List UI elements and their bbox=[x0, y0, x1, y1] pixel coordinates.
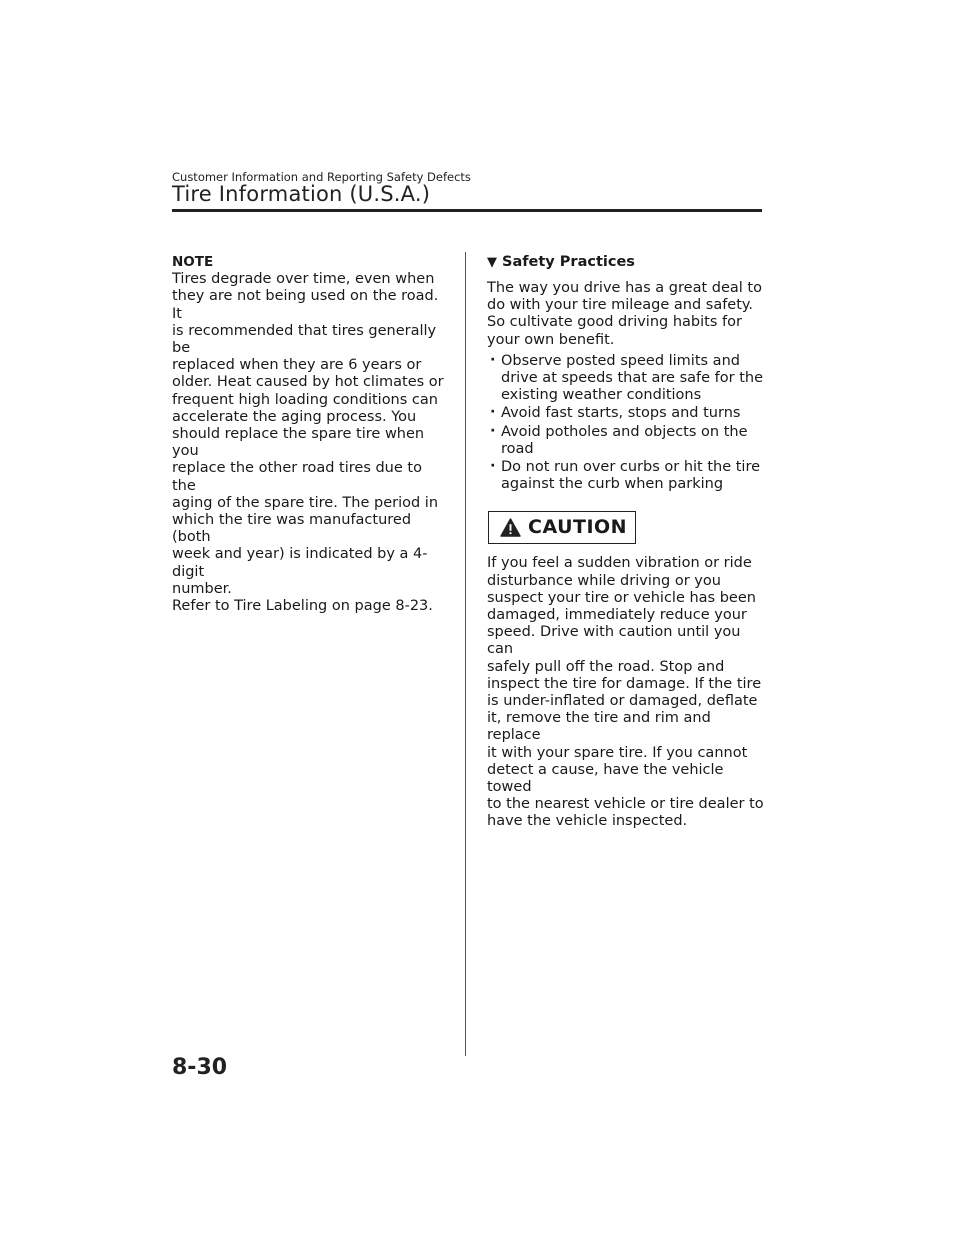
section-title: Customer Information and Reporting Safety Defects bbox=[172, 170, 471, 184]
note-label: NOTE bbox=[172, 254, 214, 270]
left-column bbox=[172, 254, 447, 615]
bullet-list bbox=[487, 353, 767, 494]
list-item-text: Avoid fast starts, stops and turns bbox=[501, 405, 741, 422]
page-number: 8-30 bbox=[172, 1055, 228, 1080]
list-item-text: Observe posted speed limits and drive at speeds that are safe for the existing weather conditions bbox=[501, 352, 763, 404]
caution-text: If you feel a sudden vibration or ride disturbance while driving or you suspect your tire or vehicle has been damaged, immediately reduce your speed. Drive with caution until you can safely pull off the road. Stop and inspect the tire for damage. If the tire is under-inflated or damaged, deflate it, remove the tire and rim and replace it with your spare tire. If you cannot detect a cause, have the vehicle towed to the nearest vehicle or tire dealer to have the vehicle inspected. bbox=[487, 555, 764, 830]
bullet-icon: · bbox=[490, 404, 496, 421]
bullet-icon: · bbox=[490, 351, 496, 368]
column-divider bbox=[465, 252, 466, 1056]
warning-triangle-icon bbox=[500, 518, 521, 537]
bullet-icon: · bbox=[490, 458, 496, 475]
list-item-text: Avoid potholes and objects on the road bbox=[501, 423, 748, 457]
note-text: Tires degrade over time, even when they are not being used on the road. It is recommended that tires generally be replaced when they are 6 years or older. Heat caused by hot climates or frequent high loading conditions can accelerate the aging process. You should replace the spare tire when you replace the other road tires due to the aging of the spare tire. The period in which the tire was manufactured (both week and year) is indicated by a 4-digit number. Refer to Tire Labeling on page 8-23. bbox=[172, 271, 444, 615]
caution-label: CAUTION bbox=[528, 516, 628, 539]
bullet-icon: · bbox=[490, 422, 496, 439]
list-item bbox=[487, 459, 767, 493]
list-item bbox=[487, 405, 767, 422]
list-item-text: Do not run over curbs or hit the tire against the curb when parking bbox=[501, 459, 761, 493]
section-heading bbox=[487, 254, 767, 271]
list-item bbox=[487, 353, 767, 405]
heading-marker-icon: ▼ bbox=[487, 255, 497, 270]
caution-badge bbox=[488, 511, 636, 544]
header-divider bbox=[172, 209, 762, 212]
list-item bbox=[487, 424, 767, 458]
right-column bbox=[487, 254, 767, 831]
page-title: Tire Information (U.S.A.) bbox=[172, 182, 431, 206]
section-heading-text: Safety Practices bbox=[502, 254, 635, 270]
intro-text: The way you drive has a great deal to do with your tire mileage and safety. So cultivate good driving habits for your own benefit. bbox=[487, 280, 762, 348]
